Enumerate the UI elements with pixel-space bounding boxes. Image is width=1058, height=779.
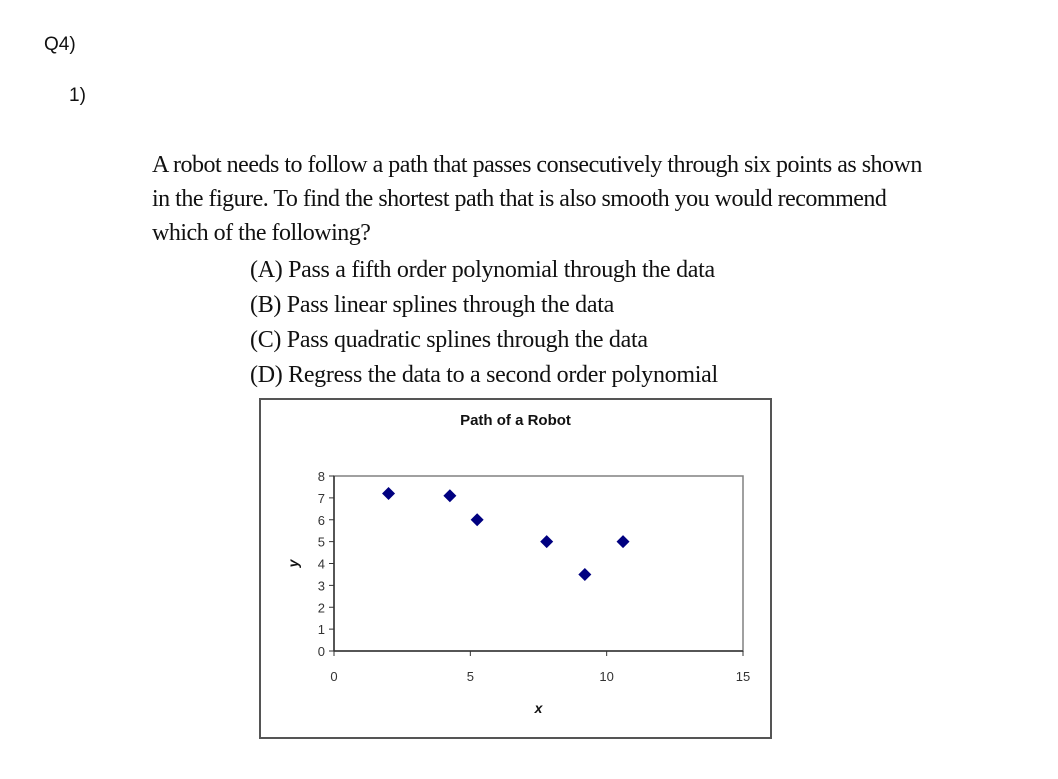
x-tick-label: 0 bbox=[330, 669, 338, 684]
option-b: (B) Pass linear splines through the data bbox=[250, 292, 614, 318]
option-c: (C) Pass quadratic splines through the data bbox=[250, 327, 648, 353]
y-tick-label: 3 bbox=[317, 578, 325, 594]
y-tick-label: 0 bbox=[317, 644, 325, 659]
x-tick-label: 15 bbox=[735, 669, 751, 684]
y-tick-label: 2 bbox=[317, 600, 325, 616]
x-tick-label: 5 bbox=[466, 669, 474, 684]
answer-options bbox=[250, 253, 718, 393]
sub-question-number: 1) bbox=[69, 85, 86, 106]
y-tick-label: 8 bbox=[317, 469, 325, 484]
question-line-3: which of the following? bbox=[152, 220, 371, 246]
y-tick-label: 4 bbox=[317, 556, 325, 572]
question-number: Q4) bbox=[44, 34, 76, 55]
y-tick-label: 7 bbox=[317, 490, 325, 506]
x-tick-label: 10 bbox=[599, 669, 614, 684]
y-tick-label: 5 bbox=[317, 534, 325, 550]
plot-area bbox=[334, 476, 743, 651]
x-axis-label: x bbox=[534, 700, 543, 716]
question-line-1: A robot needs to follow a path that passes consecutively through six points as shown bbox=[152, 152, 922, 178]
question-text bbox=[152, 148, 1058, 250]
y-tick-label: 1 bbox=[317, 622, 325, 638]
question-line-2: in the figure. To find the shortest path that is also smooth you would recommend bbox=[152, 186, 887, 212]
option-d: (D) Regress the data to a second order polynomial bbox=[250, 362, 718, 388]
y-axis-label: y bbox=[285, 559, 301, 568]
option-a: (A) Pass a fifth order polynomial through the data bbox=[250, 257, 715, 283]
y-tick-label: 6 bbox=[317, 512, 325, 528]
chart-title: Path of a Robot bbox=[460, 412, 571, 429]
chart-frame bbox=[259, 398, 772, 739]
scatter-plot bbox=[261, 400, 770, 737]
